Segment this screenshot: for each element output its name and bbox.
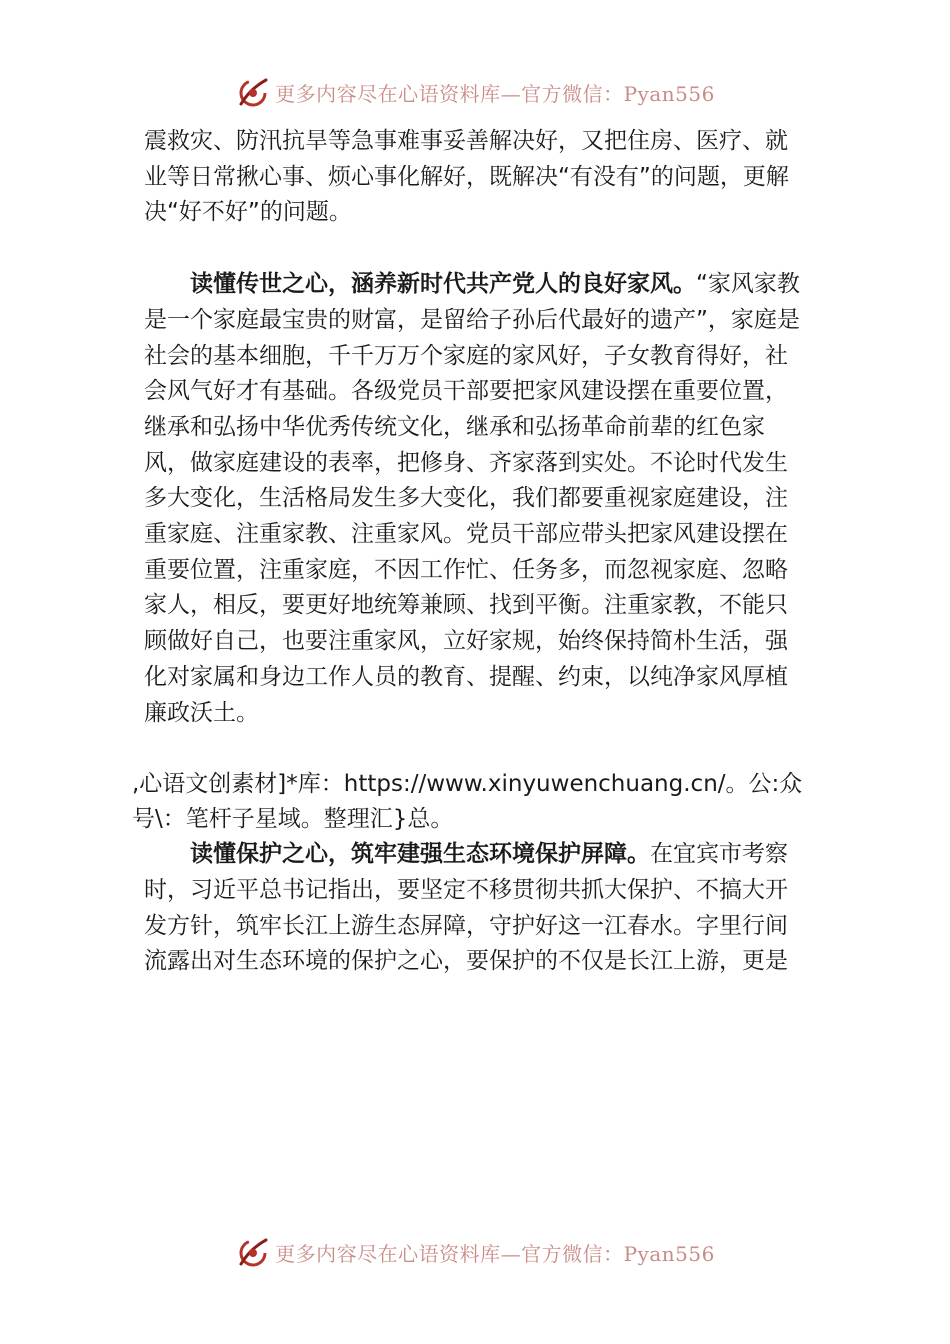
paragraph-text: 在宜宾市考察时，习近平总书记指出，要坚定不移贯彻共抓大保护、不搞大开发方针，筑牢长江上游生态屏障，守护好这一江春水。字里行间流露出对生态环境的保护之心，要保护的不仅是长江上游，更是 xyxy=(144,841,788,975)
footer-banner xyxy=(0,1232,950,1272)
paragraph-lead-heading: 读懂传世之心，涵养新时代共产党人的良好家风。 xyxy=(190,271,696,298)
brush-swirl-icon xyxy=(235,1234,271,1270)
paragraph-text: “家风家教是一个家庭最宝贵的财富，是留给子孙后代最好的遗产”，家庭是社会的基本细胞，千千万万个家庭的家风好，子女教育得好，社会风气好才有基础。各级党员干部要把家风建设摆在重要位置，继承和弘扬中华优秀传统文化，继承和弘扬革命前辈的红色家风，做家庭建设的表率，把修身、齐家落到实处。不论时代发生多大变化，生活格局发生多大变化，我们都要重视家庭建设，注重家庭、注重家教、注重家风。党员干部应带头把家风建设摆在重要位置，注重家庭，不因工作忙、任务多，而忽视家庭、忽略家人，相反，要更好地统筹兼顾、找到平衡。注重家教，不能只顾做好自己，也要注重家风，立好家规，始终保持简朴生活，强化对家属和身边工作人员的教育、提醒、约束，以纯净家风厚植廉政沃土。 xyxy=(144,271,800,726)
brush-swirl-icon xyxy=(235,74,271,110)
paragraph-family-tradition xyxy=(144,267,806,731)
paragraph-continuation: 震救灾、防汛抗旱等急事难事妥善解决好，又把住房、医疗、就业等日常揪心事、烦心事化解好，既解决“有没有”的问题，更解决“好不好”的问题。 xyxy=(144,128,789,226)
paragraph-ecological-protection xyxy=(144,837,806,980)
paragraph-gap xyxy=(144,731,806,767)
footer-banner-text: 更多内容尽在心语资料库—官方微信：Pyan556 xyxy=(275,1241,715,1266)
document-body xyxy=(132,124,806,980)
header-banner-text: 更多内容尽在心语资料库—官方微信：Pyan556 xyxy=(275,81,715,106)
paragraph-gap xyxy=(144,231,806,267)
source-watermark-note: ,心语文创素材]*库：https://www.xinyuwenchuang.cn/。公:众号\：笔杆子星域。整理汇}总。 xyxy=(132,771,803,833)
header-banner xyxy=(0,72,950,112)
paragraph-lead-heading: 读懂保护之心，筑牢建强生态环境保护屏障。 xyxy=(190,841,650,868)
